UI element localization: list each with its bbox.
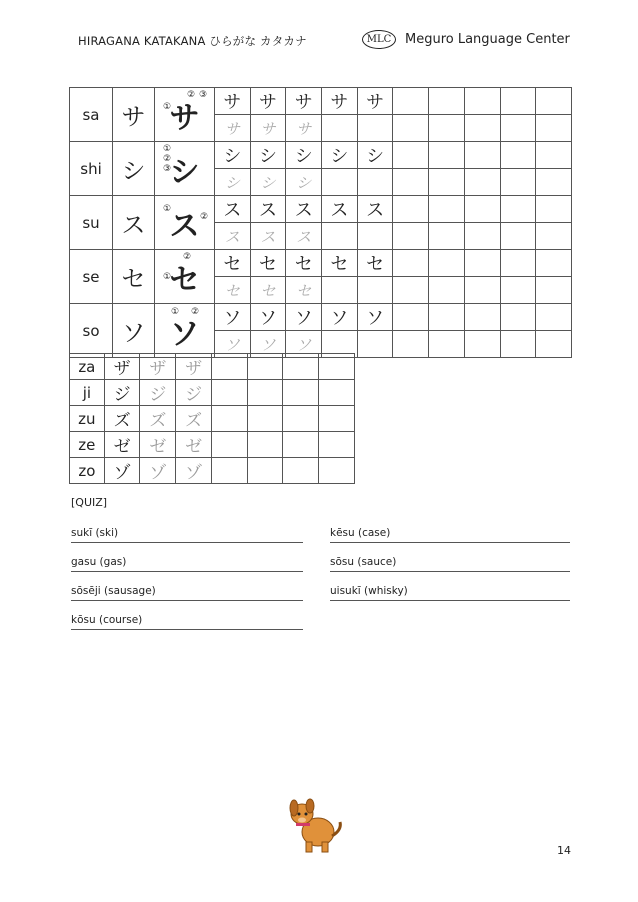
romaji-label: sa xyxy=(70,88,113,142)
practice-cell xyxy=(536,196,572,223)
stroke-number: ① xyxy=(163,144,172,154)
practice-cell: サ xyxy=(286,88,322,115)
trace-cell: セ xyxy=(215,277,251,304)
practice-cell xyxy=(283,380,319,406)
trace-cell: ズ xyxy=(140,406,176,432)
trace-cell xyxy=(322,223,358,250)
trace-cell: シ xyxy=(286,169,322,196)
stroke-order-cell xyxy=(155,304,215,358)
stroke-order-kana: セ xyxy=(169,262,200,298)
stroke-number: ① xyxy=(163,204,172,214)
practice-cell xyxy=(464,88,500,115)
trace-cell xyxy=(429,331,465,358)
trace-cell xyxy=(536,169,572,196)
practice-cell xyxy=(536,304,572,331)
practice-row-top xyxy=(70,250,572,277)
practice-cell xyxy=(247,432,283,458)
practice-cell xyxy=(283,432,319,458)
practice-cell xyxy=(211,406,247,432)
practice-cell: ス xyxy=(286,196,322,223)
trace-cell: ゼ xyxy=(176,432,212,458)
quiz-item: sōsēji (sausage) xyxy=(71,585,303,601)
trace-cell: ザ xyxy=(176,354,212,380)
practice-cell xyxy=(211,354,247,380)
trace-cell xyxy=(322,169,358,196)
trace-cell: ス xyxy=(215,223,251,250)
practice-cell xyxy=(500,304,536,331)
practice-cell: ソ xyxy=(215,304,251,331)
dakuten-row xyxy=(70,458,355,484)
kana-example: ズ xyxy=(104,406,140,432)
dakuten-row xyxy=(70,380,355,406)
trace-cell xyxy=(464,115,500,142)
stroke-number: ② xyxy=(163,154,172,164)
stroke-number: ② xyxy=(183,252,192,262)
practice-cell: セ xyxy=(286,250,322,277)
stroke-order-kana: ス xyxy=(169,208,200,244)
stroke-number: ③ xyxy=(163,164,172,174)
kana-example: ソ xyxy=(113,304,155,358)
practice-cell xyxy=(500,250,536,277)
practice-cell xyxy=(536,88,572,115)
trace-cell xyxy=(500,277,536,304)
practice-cell: ソ xyxy=(322,304,358,331)
page-number: 14 xyxy=(557,844,571,857)
kana-example: ス xyxy=(113,196,155,250)
practice-cell: シ xyxy=(215,142,251,169)
trace-cell: サ xyxy=(215,115,251,142)
practice-cell: サ xyxy=(322,88,358,115)
practice-cell: ス xyxy=(215,196,251,223)
practice-cell xyxy=(429,142,465,169)
school-name: Meguro Language Center xyxy=(405,32,570,47)
practice-cell: サ xyxy=(357,88,393,115)
trace-cell xyxy=(357,115,393,142)
trace-cell xyxy=(393,169,429,196)
practice-cell xyxy=(211,380,247,406)
practice-cell: サ xyxy=(250,88,286,115)
practice-cell xyxy=(247,458,283,484)
practice-cell: ソ xyxy=(250,304,286,331)
practice-cell: セ xyxy=(322,250,358,277)
stroke-order-kana: シ xyxy=(169,154,200,190)
practice-cell xyxy=(500,88,536,115)
practice-cell xyxy=(319,406,355,432)
trace-cell xyxy=(393,331,429,358)
quiz-item: sōsu (sauce) xyxy=(330,556,570,572)
trace-cell: サ xyxy=(250,115,286,142)
katakana-practice-grid xyxy=(69,87,572,358)
stroke-number: ② xyxy=(187,90,196,100)
practice-row-top xyxy=(70,88,572,115)
trace-cell: ゾ xyxy=(140,458,176,484)
practice-cell: セ xyxy=(215,250,251,277)
trace-cell xyxy=(322,115,358,142)
trace-cell xyxy=(393,223,429,250)
stroke-number: ① xyxy=(163,272,172,282)
trace-cell xyxy=(536,331,572,358)
trace-cell xyxy=(536,223,572,250)
header-title: HIRAGANA KATAKANA ひらがな カタカナ xyxy=(78,34,307,48)
dakuten-row xyxy=(70,354,355,380)
romaji-label: shi xyxy=(70,142,113,196)
practice-cell xyxy=(429,88,465,115)
trace-cell: サ xyxy=(286,115,322,142)
practice-cell: ソ xyxy=(357,304,393,331)
stroke-order-kana: ソ xyxy=(169,316,200,352)
practice-cell xyxy=(319,458,355,484)
dog-illustration xyxy=(284,796,346,856)
practice-cell xyxy=(211,458,247,484)
practice-cell xyxy=(464,142,500,169)
kana-example: ザ xyxy=(104,354,140,380)
school-logo: MLC xyxy=(362,30,396,49)
stroke-order-cell xyxy=(155,88,215,142)
romaji-label: za xyxy=(70,354,105,380)
trace-cell: シ xyxy=(215,169,251,196)
practice-cell: ス xyxy=(357,196,393,223)
stroke-order-kana: サ xyxy=(169,100,200,136)
practice-cell: セ xyxy=(250,250,286,277)
practice-cell xyxy=(500,196,536,223)
kana-example: シ xyxy=(113,142,155,196)
romaji-label: ji xyxy=(70,380,105,406)
kana-example: サ xyxy=(113,88,155,142)
trace-cell xyxy=(536,277,572,304)
quiz-item: kōsu (course) xyxy=(71,614,303,630)
practice-cell xyxy=(283,458,319,484)
practice-cell xyxy=(393,88,429,115)
trace-cell xyxy=(500,115,536,142)
trace-cell xyxy=(357,223,393,250)
practice-cell xyxy=(500,142,536,169)
trace-cell: ス xyxy=(250,223,286,250)
trace-cell: ジ xyxy=(176,380,212,406)
practice-cell: ソ xyxy=(286,304,322,331)
practice-cell xyxy=(464,304,500,331)
trace-cell xyxy=(393,115,429,142)
practice-cell xyxy=(429,304,465,331)
practice-cell xyxy=(464,196,500,223)
quiz-heading: [QUIZ] xyxy=(71,496,108,509)
practice-cell: シ xyxy=(250,142,286,169)
stroke-order-cell xyxy=(155,142,215,196)
trace-cell xyxy=(536,115,572,142)
stroke-number: ③ xyxy=(199,90,208,100)
practice-cell: サ xyxy=(215,88,251,115)
trace-cell xyxy=(464,223,500,250)
kana-example: ゾ xyxy=(104,458,140,484)
practice-cell xyxy=(319,432,355,458)
dakuten-row xyxy=(70,406,355,432)
practice-row-top xyxy=(70,142,572,169)
practice-cell: ス xyxy=(322,196,358,223)
practice-cell xyxy=(283,354,319,380)
stroke-number: ① xyxy=(171,307,180,317)
trace-cell xyxy=(464,277,500,304)
trace-cell xyxy=(500,223,536,250)
practice-cell: シ xyxy=(286,142,322,169)
trace-cell: ゼ xyxy=(140,432,176,458)
dakuten-row xyxy=(70,432,355,458)
trace-cell xyxy=(393,277,429,304)
romaji-label: zu xyxy=(70,406,105,432)
practice-cell xyxy=(319,354,355,380)
trace-cell: ジ xyxy=(140,380,176,406)
stroke-number: ② xyxy=(200,212,209,222)
stroke-number: ② xyxy=(191,307,200,317)
trace-cell xyxy=(357,331,393,358)
trace-cell: ザ xyxy=(140,354,176,380)
trace-cell: シ xyxy=(250,169,286,196)
practice-cell xyxy=(464,250,500,277)
romaji-label: su xyxy=(70,196,113,250)
practice-cell: ス xyxy=(250,196,286,223)
trace-cell: ス xyxy=(286,223,322,250)
practice-cell xyxy=(393,142,429,169)
trace-cell xyxy=(429,169,465,196)
stroke-order-cell xyxy=(155,196,215,250)
practice-cell xyxy=(247,406,283,432)
trace-cell: ソ xyxy=(286,331,322,358)
practice-cell: シ xyxy=(322,142,358,169)
practice-row-top xyxy=(70,196,572,223)
practice-cell xyxy=(536,250,572,277)
stroke-order-cell xyxy=(155,250,215,304)
trace-cell: ゾ xyxy=(176,458,212,484)
practice-cell: セ xyxy=(357,250,393,277)
practice-cell xyxy=(429,250,465,277)
stroke-number: ① xyxy=(163,102,172,112)
romaji-label: zo xyxy=(70,458,105,484)
trace-cell xyxy=(500,331,536,358)
practice-cell xyxy=(319,380,355,406)
trace-cell xyxy=(429,115,465,142)
practice-cell xyxy=(536,142,572,169)
practice-cell xyxy=(247,380,283,406)
practice-cell xyxy=(283,406,319,432)
practice-cell: シ xyxy=(357,142,393,169)
practice-cell xyxy=(247,354,283,380)
trace-cell xyxy=(429,223,465,250)
trace-cell xyxy=(357,169,393,196)
practice-cell xyxy=(429,196,465,223)
quiz-item: uisukī (whisky) xyxy=(330,585,570,601)
romaji-label: ze xyxy=(70,432,105,458)
trace-cell xyxy=(464,169,500,196)
trace-cell: ソ xyxy=(250,331,286,358)
quiz-item: sukī (ski) xyxy=(71,527,303,543)
trace-cell: ズ xyxy=(176,406,212,432)
trace-cell xyxy=(357,277,393,304)
kana-example: ジ xyxy=(104,380,140,406)
trace-cell: ソ xyxy=(215,331,251,358)
practice-row-top xyxy=(70,304,572,331)
trace-cell xyxy=(464,331,500,358)
trace-cell: セ xyxy=(286,277,322,304)
practice-cell xyxy=(393,250,429,277)
practice-cell xyxy=(393,304,429,331)
practice-cell xyxy=(211,432,247,458)
kana-example: ゼ xyxy=(104,432,140,458)
romaji-label: se xyxy=(70,250,113,304)
practice-cell xyxy=(393,196,429,223)
trace-cell xyxy=(500,169,536,196)
quiz-item: kēsu (case) xyxy=(330,527,570,543)
kana-example: セ xyxy=(113,250,155,304)
trace-cell: セ xyxy=(250,277,286,304)
trace-cell xyxy=(322,277,358,304)
quiz-item: gasu (gas) xyxy=(71,556,303,572)
dakuten-practice-grid xyxy=(69,353,355,484)
trace-cell xyxy=(429,277,465,304)
romaji-label: so xyxy=(70,304,113,358)
